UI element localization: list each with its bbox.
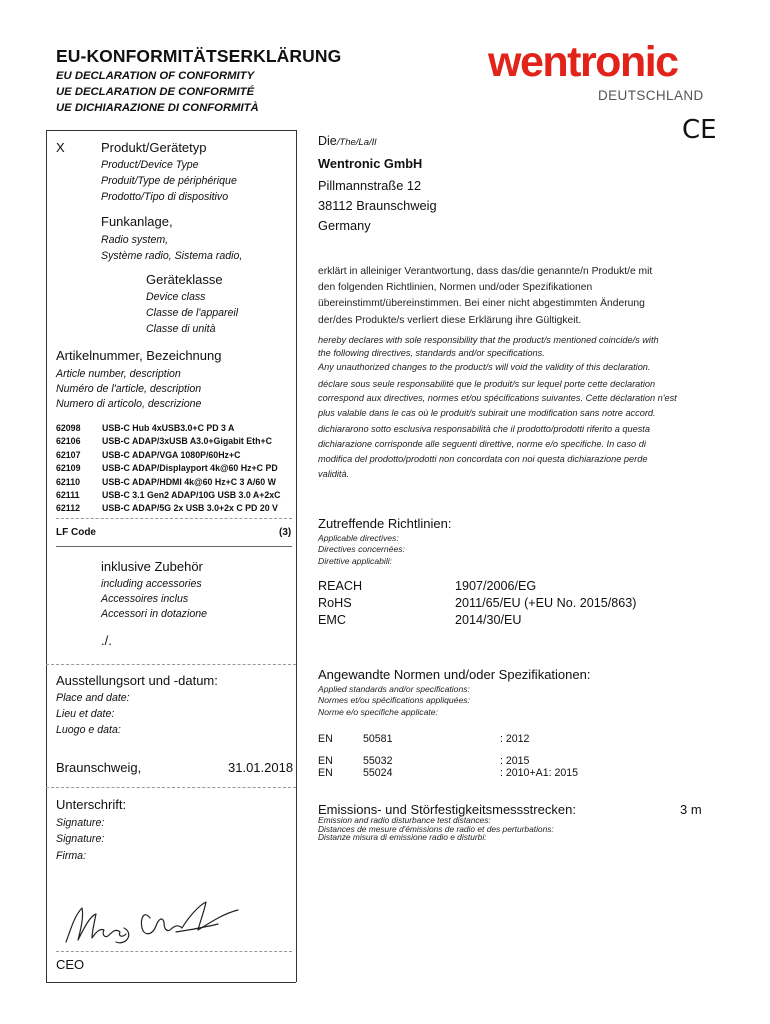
article-row [56, 462, 281, 475]
directives-list [318, 578, 636, 629]
declaration-line: dichiarazione corrisponde alle seguenti direttive, norme e/o specifiche. In caso di [318, 439, 646, 449]
directives-sub-line: Direttive applicabili: [318, 555, 393, 566]
lf-code-label: LF Code [56, 527, 96, 538]
declaration-line: correspond aux directives, normes et/ou spécifications suivantes. Cette déclaration n'est [318, 393, 677, 404]
declaration-line: the following directives, standards and/or specifications. [318, 348, 545, 359]
article-description: USB-C Hub 4xUSB3.0+C PD 3 A [102, 423, 235, 433]
declaration-line: dichiararono sotto esclusiva responsabilità che il prodotto/prodotti riferito a questa [318, 424, 650, 434]
emission-sub-line: Distances de mesure d'émissions de radio et des perturbations: [318, 823, 554, 834]
standard-prefix: EN [318, 767, 333, 779]
place-date-sub-fr: Lieu et date: [56, 708, 115, 720]
declaration-line: erklärt in alleiniger Verantwortung, dass das/die genannte/n Produkt/e mit [318, 266, 653, 277]
article-description: USB-C ADAP/5G 2x USB 3.0+2x C PD 20 V [102, 503, 278, 514]
article-row [56, 449, 281, 462]
article-number: 62109 [56, 463, 81, 474]
left-box-left [46, 130, 47, 982]
declaration-it [318, 422, 650, 482]
article-list [56, 422, 281, 516]
article-description: USB-C ADAP/HDMI 4k@60 Hz+C 3 A/60 W [102, 476, 276, 487]
article-sub-en: Article number, description [56, 368, 181, 380]
directives-title: Zutreffende Richtlinien: [318, 516, 452, 531]
wentronic-logo: wentronic [488, 38, 678, 86]
article-row [56, 502, 281, 515]
declaration-en [318, 334, 659, 374]
logo-subtext: DEUTSCHLAND [598, 88, 704, 103]
device-class-sub-it: Classe di unità [146, 323, 216, 335]
accessories-value: ./. [101, 633, 112, 648]
emission-value: 3 m [680, 802, 702, 817]
standard-row [318, 755, 529, 767]
address-line: Pillmannstraße 12 [318, 178, 422, 193]
declaration-line: déclare sous seule responsabilité que le produit/s sur lequel porte cette declaration [318, 379, 656, 389]
standard-number: 55032 [363, 755, 393, 767]
declaration-line: modifica del prodotto/prodotti non concordata con noi questa dichiarazione perde [318, 454, 648, 464]
company-name: Wentronic GmbH [318, 156, 423, 171]
directive-row [318, 612, 636, 629]
standards-title: Angewandte Normen und/oder Spezifikationen: [318, 667, 591, 682]
standard-prefix: EN [318, 733, 333, 745]
device-class-sub-fr: Classe de l'appareil [146, 307, 239, 319]
directive-name: EMC [318, 613, 346, 627]
signatory-role: CEO [56, 957, 85, 972]
article-description: USB-C ADAP/Displayport 4k@60 Hz+C PD [102, 463, 278, 474]
declaration-line: den folgenden Richtlinien, Normen und/oder Spezifikationen [318, 282, 593, 294]
emission-sub-line: Distanze misura di emissione radio e disturbi: [318, 832, 487, 843]
die-sub: /The/La/Il [336, 137, 377, 148]
article-number: 62110 [56, 476, 80, 487]
emission-sub-line: Emission and radio disturbance test distances: [318, 815, 491, 825]
left-box-bottom [46, 982, 296, 983]
divider [46, 787, 296, 788]
signature-sub-fr: Signature: [56, 833, 105, 845]
article-label: Artikelnummer, Bezeichnung [56, 348, 222, 363]
product-type-sub-en: Product/Device Type [101, 159, 199, 171]
article-number: 62106 [56, 436, 81, 447]
subtitle-fr: UE DECLARATION DE CONFORMITÉ [56, 86, 255, 98]
standards-sub [318, 684, 470, 718]
standard-prefix: EN [318, 755, 333, 767]
place-date-sub-en: Place and date: [56, 692, 130, 704]
handwritten-signature [58, 888, 248, 950]
article-sub-fr: Numéro de l'article, description [56, 383, 202, 395]
article-sub-it: Numero di articolo, descrizione [56, 398, 202, 410]
declaration-line: Any unauthorized changes to the product/s will void the validity of this declaration. [318, 361, 651, 372]
directives-sub-line: Directives concernées: [318, 544, 405, 555]
left-box-top [46, 130, 296, 131]
place-date-label: Ausstellungsort und -datum: [56, 673, 218, 688]
directive-name: RoHS [318, 596, 352, 610]
signature-label: Unterschrift: [56, 797, 127, 812]
standard-year: : 2012 [500, 733, 530, 745]
declaration-fr [318, 377, 677, 420]
product-type-checkmark: X [56, 140, 65, 155]
accessories-label: inklusive Zubehör [101, 559, 203, 574]
article-number: 62107 [56, 449, 81, 460]
accessories-sub-en: including accessories [101, 578, 202, 590]
product-type-sub-it: Prodotto/Tipo di dispositivo [101, 191, 229, 203]
document-title: EU-KONFORMITÄTSERKLÄRUNG [56, 46, 342, 66]
emission-title: Emissions- und Störfestigkeitsmessstrecken: [318, 802, 576, 817]
standard-number: 55024 [363, 767, 393, 779]
standard-row [318, 767, 578, 779]
device-class-sub-en: Device class [146, 291, 206, 303]
divider [56, 546, 292, 547]
article-row [56, 422, 281, 435]
place-value: Braunschweig, [56, 760, 142, 775]
left-box-right [296, 130, 297, 982]
article-number: 62098 [56, 423, 81, 433]
signature-sub-en: Signature: [56, 817, 105, 829]
article-number: 62111 [56, 490, 80, 501]
directive-row [318, 595, 636, 612]
product-type-sub-fr: Produit/Type de périphérique [101, 175, 237, 187]
article-description: USB-C ADAP/3xUSB A3.0+Gigabit Eth+C [102, 436, 272, 447]
radio-system-sub-en: Radio system, [101, 234, 169, 246]
divider [56, 951, 292, 952]
directives-sub-line: Applicable directives: [318, 533, 399, 543]
product-type-label: Produkt/Gerätetyp [101, 140, 207, 155]
standard-year: : 2015 [500, 755, 530, 767]
article-description: USB-C ADAP/VGA 1080P/60Hz+C [102, 449, 241, 460]
article-row [56, 435, 281, 448]
die-text: Die [318, 134, 337, 148]
address-line: 38112 Braunschweig [318, 198, 437, 213]
die-label [318, 134, 376, 148]
ce-mark: CE [682, 115, 717, 145]
place-date-sub-it: Luogo e data: [56, 724, 121, 736]
accessories-sub-fr: Accessoires inclus [101, 593, 189, 605]
article-description: USB-C 3.1 Gen2 ADAP/10G USB 3.0 A+2xC [102, 490, 281, 501]
divider [56, 518, 292, 519]
subtitle-en: EU DECLARATION OF CONFORMITY [56, 70, 255, 82]
directive-value: 1907/2006/EG [455, 579, 537, 593]
standards-sub-line: Applied standards and/or specifications: [318, 684, 470, 694]
article-row [56, 489, 281, 502]
declaration-line: hereby declares with sole responsibility that the product/s mentioned coincide/s with [318, 335, 659, 345]
article-row [56, 476, 281, 489]
radio-system-sub-fr-it: Système radio, Sistema radio, [101, 250, 243, 262]
declaration-de [318, 264, 652, 329]
declaration-line: validità. [318, 469, 350, 479]
standard-number: 50581 [363, 733, 393, 745]
standard-row [318, 733, 529, 745]
standards-sub-line: Norme e/o specifiche applicate: [318, 706, 438, 717]
address-line: Germany [318, 218, 371, 233]
company-address [318, 176, 437, 236]
directive-name: REACH [318, 579, 363, 593]
device-class-label: Geräteklasse [146, 272, 223, 287]
radio-system-label: Funkanlage, [101, 214, 173, 229]
divider [46, 664, 296, 665]
directive-value: 2011/65/EU (+EU No. 2015/863) [455, 596, 637, 610]
accessories-sub-it: Accessori in dotazione [101, 608, 207, 620]
emission-sub [318, 816, 554, 842]
declaration-line: der/des Produkte/s verliert diese Erklärung ihre Gültigkeit. [318, 314, 582, 326]
lf-code-value: (3) [279, 527, 292, 538]
directive-row [318, 578, 636, 595]
article-number: 62112 [56, 503, 80, 514]
subtitle-it: UE DICHIARAZIONE DI CONFORMITÀ [56, 102, 259, 114]
signature-sub-it: Firma: [56, 850, 87, 862]
directive-value: 2014/30/EU [455, 613, 522, 627]
standards-sub-line: Normes et/ou spécifications appliquées: [318, 695, 470, 706]
declaration-line: plus valable dans le cas où le produit/s subirait une modification sans notre accord. [318, 407, 656, 418]
date-value: 31.01.2018 [228, 760, 294, 775]
standard-year: : 2010+A1: 2015 [500, 767, 579, 779]
declaration-line: übereinstimmt/übereinstimmen. Bei einer nicht abgestimmten Änderung [318, 298, 645, 310]
directives-sub [318, 533, 405, 567]
